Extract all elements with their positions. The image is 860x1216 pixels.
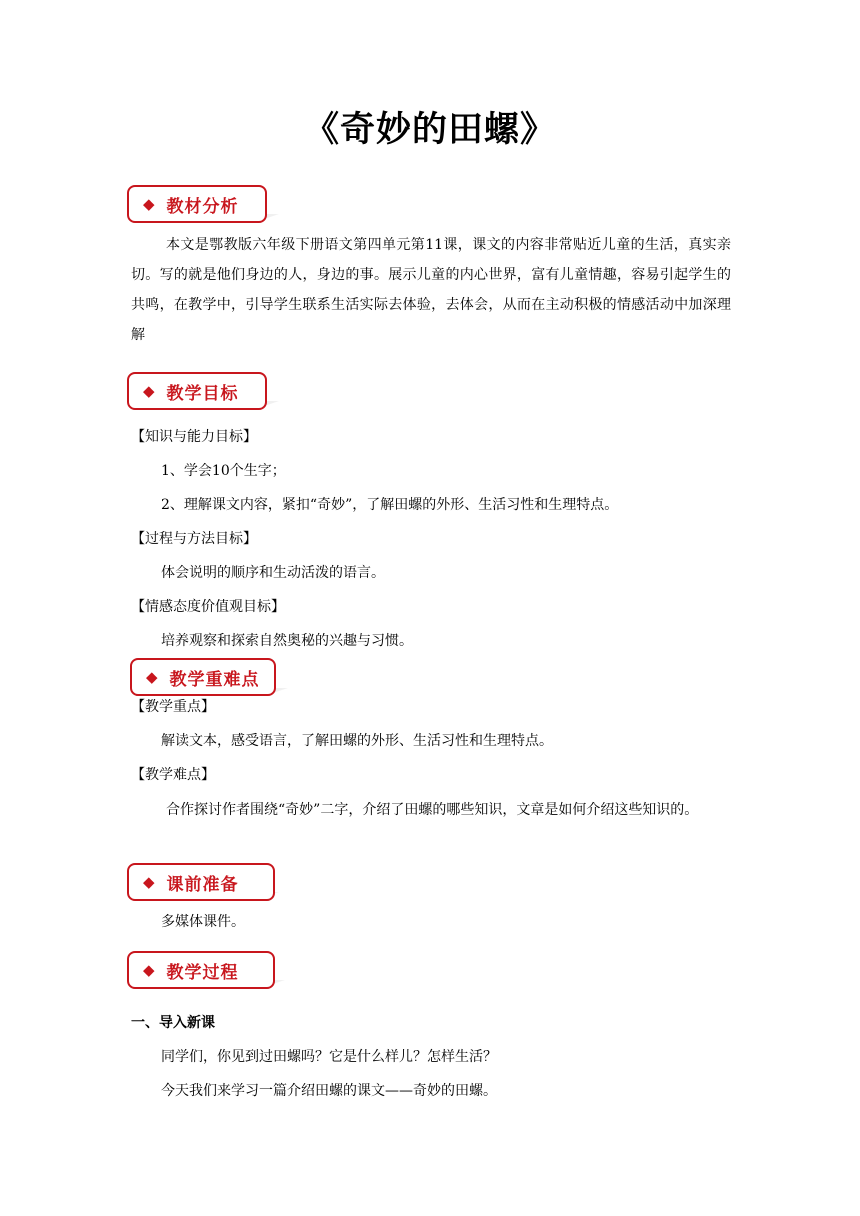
section-heading-key-points (130, 658, 276, 696)
emotion-goal-text: 培养观察和探索自然奥秘的兴趣与习惯。 (161, 633, 413, 649)
step-line: 同学们，你见到过田螺吗？它是什么样儿？怎样生活？ (161, 1049, 497, 1065)
knowledge-goal-item: 2、理解课文内容，紧扣“奇妙”，了解田螺的外形、生活习性和生理特点。 (161, 497, 619, 513)
section-heading-label: 教学过程 (166, 962, 239, 983)
page-title: 《奇妙的田螺》 (303, 109, 556, 150)
step-title: 一、导入新课 (131, 1015, 215, 1031)
diamond-icon: ◆ (143, 961, 155, 979)
diamond-icon: ◆ (143, 873, 155, 891)
difficulty-paragraph: 合作探讨作者围绕“奇妙”二字，介绍了田螺的哪些知识，文章是如何介绍这些知识的。 (166, 802, 699, 818)
emotion-goal-label: 【情感态度价值观目标】 (131, 599, 285, 615)
diamond-icon: ◆ (146, 668, 158, 686)
process-goal-text: 体会说明的顺序和生动活泼的语言。 (161, 565, 385, 581)
process-goal-label: 【过程与方法目标】 (131, 531, 257, 547)
knowledge-goal-item: 1、学会10个生字； (161, 463, 286, 479)
section-heading-label: 课前准备 (166, 874, 239, 895)
section-heading-goals (127, 372, 267, 410)
analysis-paragraph: 本文是鄂教版六年级下册语文第四单元第11课，课文的内容非常贴近儿童的生活，真实亲切。写的就是他们身边的人，身边的事。展示儿童的内心世界，富有儿童情趣，容易引起学生的共鸣，在教学中，引导学生联系生活实际去体验，去体会，从而在主动积极的情感活动中加深理解 (131, 237, 731, 343)
step-line: 今天我们来学习一篇介绍田螺的课文——奇妙的田螺。 (161, 1083, 497, 1099)
section-heading-process (127, 951, 275, 989)
section-heading-label: 教学目标 (166, 383, 239, 404)
section-heading-label: 教材分析 (166, 196, 239, 217)
section-heading-label: 教学重难点 (169, 669, 260, 690)
diamond-icon: ◆ (143, 195, 155, 213)
section-heading-analysis (127, 185, 267, 223)
section-heading-preparation (127, 863, 275, 901)
knowledge-goal-label: 【知识与能力目标】 (131, 429, 257, 445)
focus-label: 【教学重点】 (131, 699, 215, 715)
focus-text: 解读文本，感受语言，了解田螺的外形、生活习性和生理特点。 (161, 733, 553, 749)
difficulty-label: 【教学难点】 (131, 767, 215, 783)
diamond-icon: ◆ (143, 382, 155, 400)
preparation-text: 多媒体课件。 (161, 914, 245, 930)
